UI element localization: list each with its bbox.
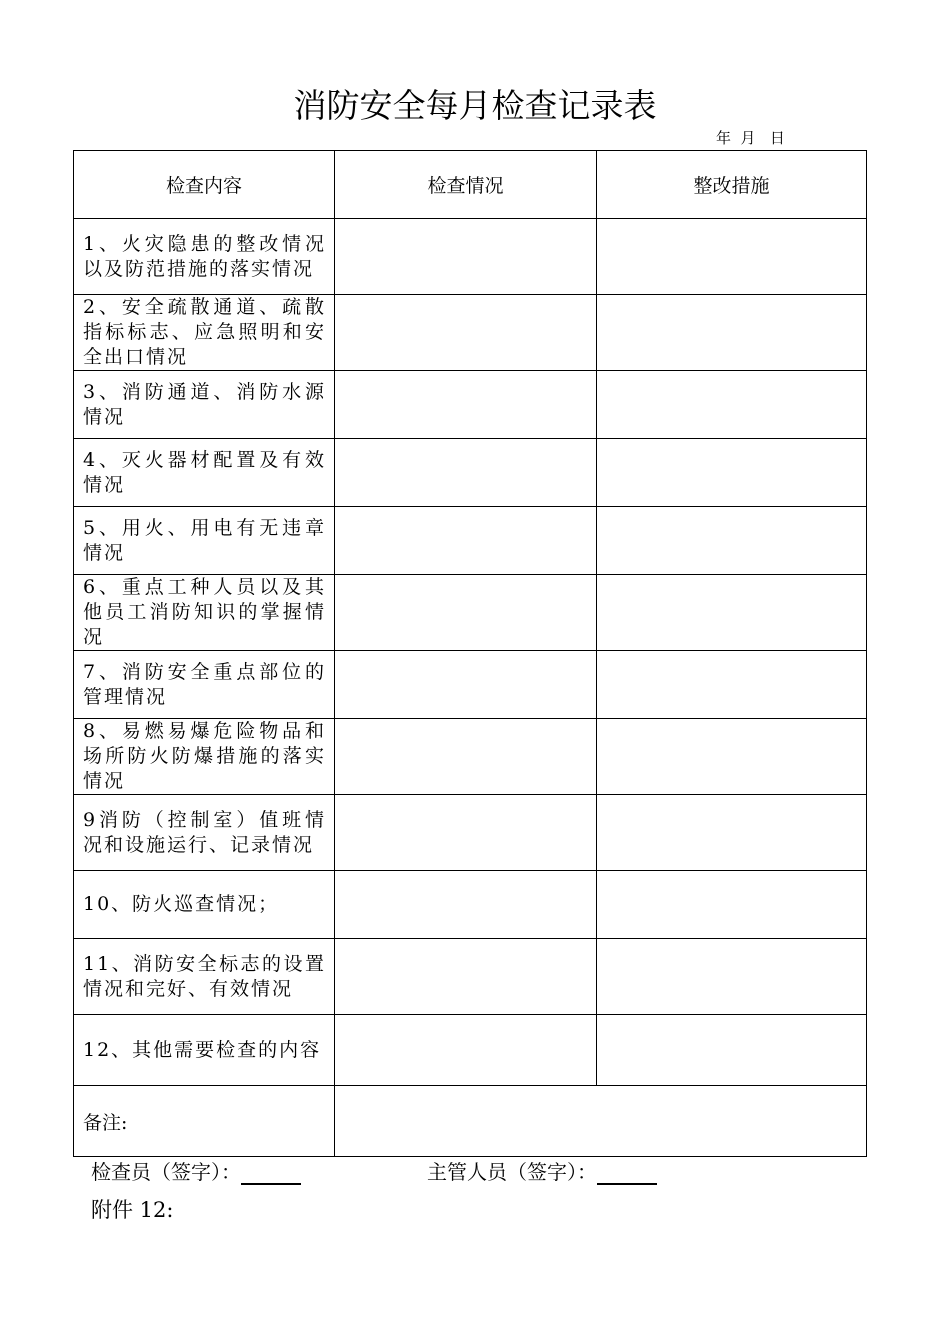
table-row bbox=[74, 219, 867, 295]
check-item: 11、消防安全标志的设置情况和完好、有效情况 bbox=[74, 939, 335, 1015]
rectification-cell[interactable] bbox=[597, 371, 867, 439]
inspector-signature-label: 检查员（签字）： bbox=[91, 1160, 241, 1184]
table-row bbox=[74, 719, 867, 795]
table-row bbox=[74, 371, 867, 439]
check-item: 6、重点工种人员以及其他员工消防知识的掌握情况 bbox=[74, 575, 335, 651]
header-content: 检查内容 bbox=[74, 151, 335, 219]
supervisor-signature-blank[interactable] bbox=[597, 1161, 657, 1185]
supervisor-signature bbox=[427, 1156, 657, 1185]
rectification-cell[interactable] bbox=[597, 439, 867, 507]
check-item: 2、安全疏散通道、疏散指标标志、应急照明和安全出口情况 bbox=[74, 295, 335, 371]
table-row bbox=[74, 1015, 867, 1086]
status-cell[interactable] bbox=[335, 575, 597, 651]
check-item: 4、灭火器材配置及有效情况 bbox=[74, 439, 335, 507]
page-title: 消防安全每月检查记录表 bbox=[293, 86, 657, 125]
check-item: 8、易燃易爆危险物品和场所防火防爆措施的落实情况 bbox=[74, 719, 335, 795]
status-cell[interactable] bbox=[335, 871, 597, 939]
table-row bbox=[74, 439, 867, 507]
remarks-cell[interactable] bbox=[335, 1086, 867, 1157]
check-item: 1、火灾隐患的整改情况以及防范措施的落实情况 bbox=[74, 219, 335, 295]
rectification-cell[interactable] bbox=[597, 795, 867, 871]
rectification-cell[interactable] bbox=[597, 507, 867, 575]
table-row bbox=[74, 651, 867, 719]
table-row bbox=[74, 507, 867, 575]
header-status: 检查情况 bbox=[335, 151, 597, 219]
rectification-cell[interactable] bbox=[597, 939, 867, 1015]
check-item: 5、用火、用电有无违章情况 bbox=[74, 507, 335, 575]
table-row bbox=[74, 795, 867, 871]
check-item: 12、其他需要检查的内容 bbox=[74, 1015, 335, 1086]
rectification-cell[interactable] bbox=[597, 719, 867, 795]
date-line: 年 月 日 bbox=[716, 129, 785, 147]
table-row bbox=[74, 871, 867, 939]
check-item: 7、消防安全重点部位的管理情况 bbox=[74, 651, 335, 719]
inspector-signature bbox=[91, 1156, 301, 1185]
inspection-table bbox=[73, 150, 867, 1157]
attachment-label: 附件 12: bbox=[91, 1198, 174, 1222]
status-cell[interactable] bbox=[335, 651, 597, 719]
check-item: 3、消防通道、消防水源情况 bbox=[74, 371, 335, 439]
table-header-row bbox=[74, 151, 867, 219]
table-row bbox=[74, 575, 867, 651]
rectification-cell[interactable] bbox=[597, 871, 867, 939]
status-cell[interactable] bbox=[335, 795, 597, 871]
rectification-cell[interactable] bbox=[597, 575, 867, 651]
status-cell[interactable] bbox=[335, 439, 597, 507]
rectification-cell[interactable] bbox=[597, 219, 867, 295]
status-cell[interactable] bbox=[335, 295, 597, 371]
remarks-row bbox=[74, 1086, 867, 1157]
status-cell[interactable] bbox=[335, 719, 597, 795]
check-item: 10、防火巡查情况； bbox=[74, 871, 335, 939]
table-row bbox=[74, 295, 867, 371]
header-rectification: 整改措施 bbox=[597, 151, 867, 219]
status-cell[interactable] bbox=[335, 939, 597, 1015]
rectification-cell[interactable] bbox=[597, 651, 867, 719]
status-cell[interactable] bbox=[335, 219, 597, 295]
status-cell[interactable] bbox=[335, 507, 597, 575]
table-row bbox=[74, 939, 867, 1015]
rectification-cell[interactable] bbox=[597, 1015, 867, 1086]
rectification-cell[interactable] bbox=[597, 295, 867, 371]
status-cell[interactable] bbox=[335, 371, 597, 439]
inspector-signature-blank[interactable] bbox=[241, 1161, 301, 1185]
check-item: 9消防（控制室）值班情况和设施运行、记录情况 bbox=[74, 795, 335, 871]
supervisor-signature-label: 主管人员（签字）： bbox=[427, 1160, 597, 1184]
remarks-label: 备注: bbox=[74, 1086, 335, 1157]
status-cell[interactable] bbox=[335, 1015, 597, 1086]
